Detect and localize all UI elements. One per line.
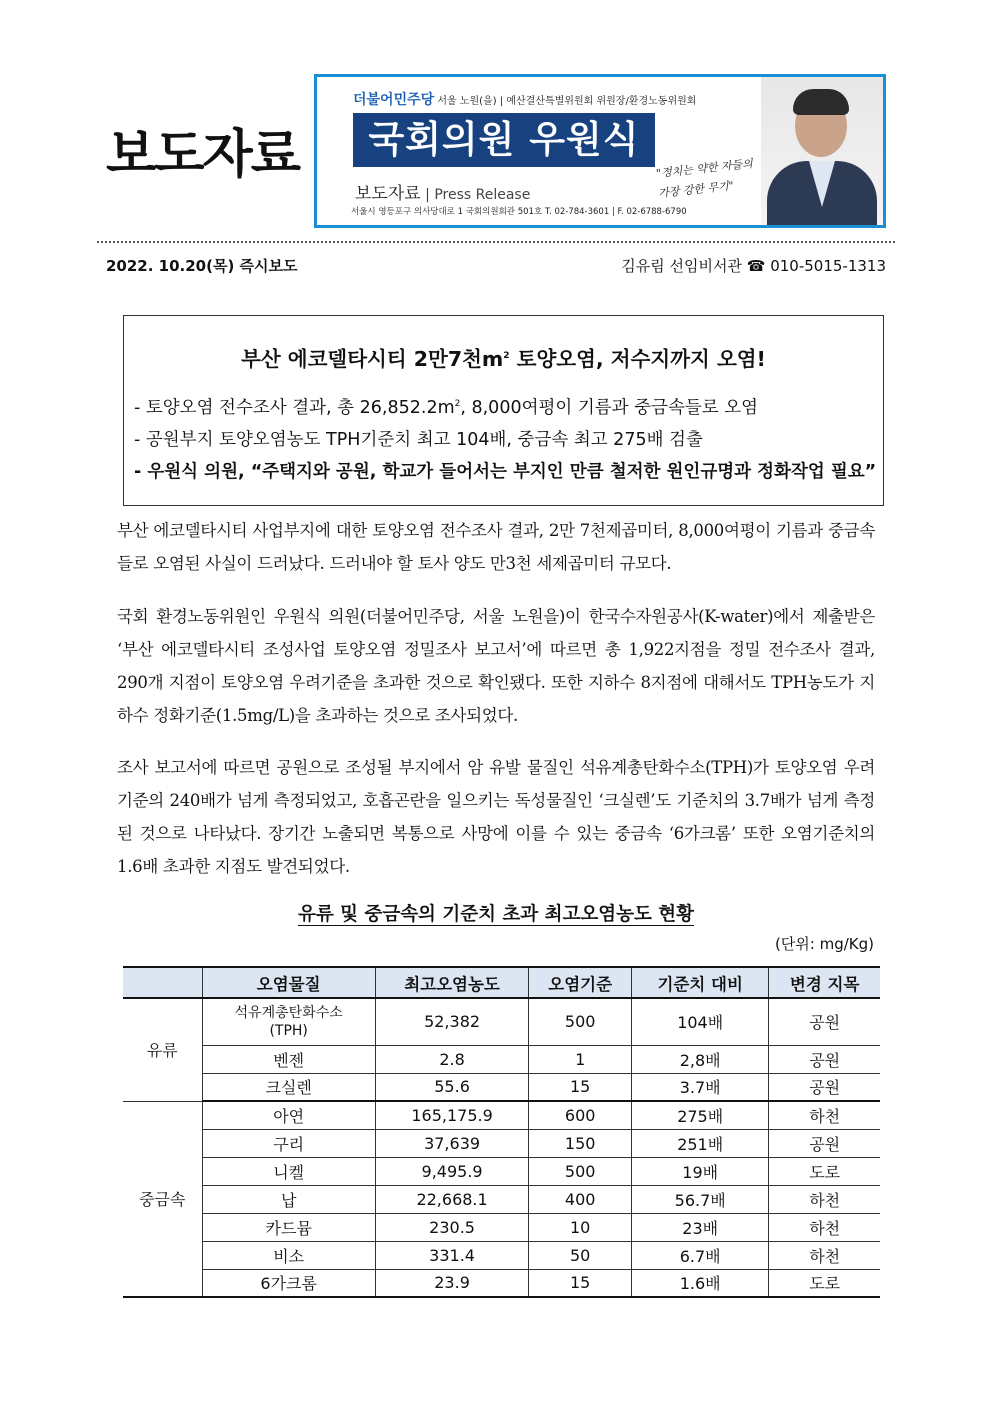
cell-max: 37,639 bbox=[375, 1129, 528, 1157]
cell-standard: 50 bbox=[529, 1241, 632, 1269]
cell-substance: 6가크롬 bbox=[202, 1269, 375, 1297]
table-row bbox=[123, 1045, 880, 1073]
cell-substance: 아연 bbox=[202, 1101, 375, 1129]
lawmaker-name: 국회의원 우원식 bbox=[353, 113, 655, 167]
group-oil: 유류 bbox=[123, 998, 202, 1101]
headline-title: 부산 에코델타시티 2만7천$m^2$ 토양오염, 저수지까지 오염! bbox=[241, 347, 766, 371]
cell-substance: 카드뮴 bbox=[202, 1213, 375, 1241]
banner-affiliation bbox=[353, 89, 696, 109]
portrait-photo bbox=[761, 77, 883, 225]
table-unit: (단위: mg/Kg) bbox=[774, 935, 874, 953]
cell-max: 331.4 bbox=[375, 1241, 528, 1269]
cell-substance: 크실렌 bbox=[202, 1073, 375, 1101]
table-header-row bbox=[123, 967, 880, 998]
cell-standard: 1 bbox=[529, 1045, 632, 1073]
quote-line-2: 가장 강한 무기" bbox=[657, 179, 735, 200]
cell-max: 55.6 bbox=[375, 1073, 528, 1101]
handwritten-quote bbox=[655, 154, 756, 204]
table-row bbox=[123, 1073, 880, 1101]
cell-land: 하천 bbox=[769, 1213, 880, 1241]
cell-ratio: 251배 bbox=[632, 1129, 769, 1157]
cell-land: 하천 bbox=[769, 1101, 880, 1129]
cell-max: 22,668.1 bbox=[375, 1185, 528, 1213]
table-row bbox=[123, 1269, 880, 1297]
cell-ratio: 56.7배 bbox=[632, 1185, 769, 1213]
cell-standard: 500 bbox=[529, 1157, 632, 1185]
header-land: 변경 지목 bbox=[769, 967, 880, 998]
cell-standard: 500 bbox=[529, 998, 632, 1045]
headline-bullet-1: - 토양오염 전수조사 결과, 총 $26,852.2m^2$, 8,000여평이 기름과 중금속들로 오염 bbox=[134, 398, 759, 418]
cell-standard: 10 bbox=[529, 1213, 632, 1241]
cell-substance: 납 bbox=[202, 1185, 375, 1213]
body-paragraph-1: 부산 에코델타시티 사업부지에 대한 토양오염 전수조사 결과, 2만 7천제곱미터, 8,000여평이 기름과 중금속들로 오염된 사실이 드러났다. 드러내야 할 토사 양도 만3천 세제곱미터 규모다. bbox=[117, 521, 875, 573]
cell-ratio: 6.7배 bbox=[632, 1241, 769, 1269]
pollution-table bbox=[123, 966, 880, 1298]
cell-land: 공원 bbox=[769, 1073, 880, 1101]
cell-standard: 15 bbox=[529, 1073, 632, 1101]
cell-ratio: 2,8배 bbox=[632, 1045, 769, 1073]
cell-land: 도로 bbox=[769, 1157, 880, 1185]
cell-ratio: 23배 bbox=[632, 1213, 769, 1241]
cell-ratio: 275배 bbox=[632, 1101, 769, 1129]
cell-ratio: 19배 bbox=[632, 1157, 769, 1185]
cell-ratio: 1.6배 bbox=[632, 1269, 769, 1297]
group-metal: 중금속 bbox=[123, 1101, 202, 1297]
header-ratio: 기준치 대비 bbox=[632, 967, 769, 998]
body-paragraph-3: 조사 보고서에 따르면 공원으로 조성될 부지에서 암 유발 물질인 석유계총탄화수소(TPH)가 토양오염 우려기준의 240배가 넘게 측정되었고, 호흡곤란을 일으키는 독성물질인 ‘크실렌’도 기준치의 3.7배가 넘게 측정된 것으로 나타났다. 장기간 노출되면 복통으로 사망에 이를 수 있는 중금속 ‘6가크롬’ 또한 오염기준치의 1.6배 초과한 지점도 발견되었다. bbox=[117, 758, 875, 876]
affiliation-text: 서울 노원(을) | 예산결산특별위원회 위원장/환경노동위원회 bbox=[434, 96, 697, 107]
headline-box bbox=[123, 315, 884, 506]
cell-land: 공원 bbox=[769, 1129, 880, 1157]
headline-bullet-2: - 공원부지 토양오염농도 TPH기준치 최고 104배, 중금속 최고 275배 검출 bbox=[134, 430, 703, 450]
quote-line-1: "정치는 약한 자들의 bbox=[655, 157, 754, 181]
cell-ratio: 3.7배 bbox=[632, 1073, 769, 1101]
cell-max: 52,382 bbox=[375, 998, 528, 1045]
cell-max: 9,495.9 bbox=[375, 1157, 528, 1185]
office-address: 서울시 영등포구 의사당대로 1 국회의원회관 501호 T. 02-784-3601 | F. 02-6788-6790 bbox=[351, 207, 687, 217]
press-release-kr: 보도자료 bbox=[355, 184, 421, 204]
cell-substance: 니켈 bbox=[202, 1157, 375, 1185]
table-row bbox=[123, 1129, 880, 1157]
cell-substance: 구리 bbox=[202, 1129, 375, 1157]
cell-standard: 15 bbox=[529, 1269, 632, 1297]
cell-land: 공원 bbox=[769, 998, 880, 1045]
banner-press-release bbox=[355, 179, 530, 204]
table-row bbox=[123, 1185, 880, 1213]
table-row bbox=[123, 998, 880, 1045]
press-contact: 김유림 선임비서관 ☎ 010-5015-1313 bbox=[621, 257, 886, 275]
press-release-en: | Press Release bbox=[420, 187, 531, 203]
cell-standard: 150 bbox=[529, 1129, 632, 1157]
cell-max: 230.5 bbox=[375, 1213, 528, 1241]
cell-max: 165,175.9 bbox=[375, 1101, 528, 1129]
cell-land: 하천 bbox=[769, 1241, 880, 1269]
headline-bullet-3: - 우원식 의원, “주택지와 공원, 학교가 들어서는 부지인 만큼 철저한 원인규명과 정화작업 필요” bbox=[134, 462, 877, 482]
lawmaker-banner bbox=[314, 74, 886, 228]
cell-standard: 600 bbox=[529, 1101, 632, 1129]
header-standard: 오염기준 bbox=[529, 967, 632, 998]
table-title: 유류 및 중금속의 기준치 초과 최고오염농도 현황 bbox=[297, 904, 695, 925]
table-row bbox=[123, 1157, 880, 1185]
cell-land: 도로 bbox=[769, 1269, 880, 1297]
cell-substance: 벤젠 bbox=[202, 1045, 375, 1073]
cell-substance: 비소 bbox=[202, 1241, 375, 1269]
party-logo-text: 더불어민주당 bbox=[353, 92, 435, 108]
header-divider bbox=[97, 241, 895, 243]
cell-max: 2.8 bbox=[375, 1045, 528, 1073]
cell-land: 공원 bbox=[769, 1045, 880, 1073]
cell-substance: 석유계총탄화수소 (TPH) bbox=[202, 998, 375, 1045]
cell-standard: 400 bbox=[529, 1185, 632, 1213]
cell-max: 23.9 bbox=[375, 1269, 528, 1297]
cell-ratio: 104배 bbox=[632, 998, 769, 1045]
header-substance: 오염물질 bbox=[202, 967, 375, 998]
body-paragraph-2: 국회 환경노동위원인 우원식 의원(더불어민주당, 서울 노원을)이 한국수자원공사(K-water)에서 제출받은 ‘부산 에코델타시티 조성사업 토양오염 정밀조사 보고서’에 따르면 총 1,922지점을 정밀 전수조사 결과, 290개 지점이 토양오염 우려기준을 초과한 것으로 확인됐다. 또한 지하수 8지점에 대해서도 TPH농도가 지하수 정화기준(1.5mg/L)을 초과하는 것으로 조사되었다. bbox=[117, 607, 875, 725]
press-release-title: 보도자료 bbox=[106, 125, 299, 185]
table-row bbox=[123, 1101, 880, 1129]
table-row bbox=[123, 1213, 880, 1241]
header-max: 최고오염농도 bbox=[375, 967, 528, 998]
header-group bbox=[123, 967, 202, 998]
table-row bbox=[123, 1241, 880, 1269]
release-dateline: 2022. 10.20(목) 즉시보도 bbox=[106, 257, 298, 275]
cell-land: 하천 bbox=[769, 1185, 880, 1213]
